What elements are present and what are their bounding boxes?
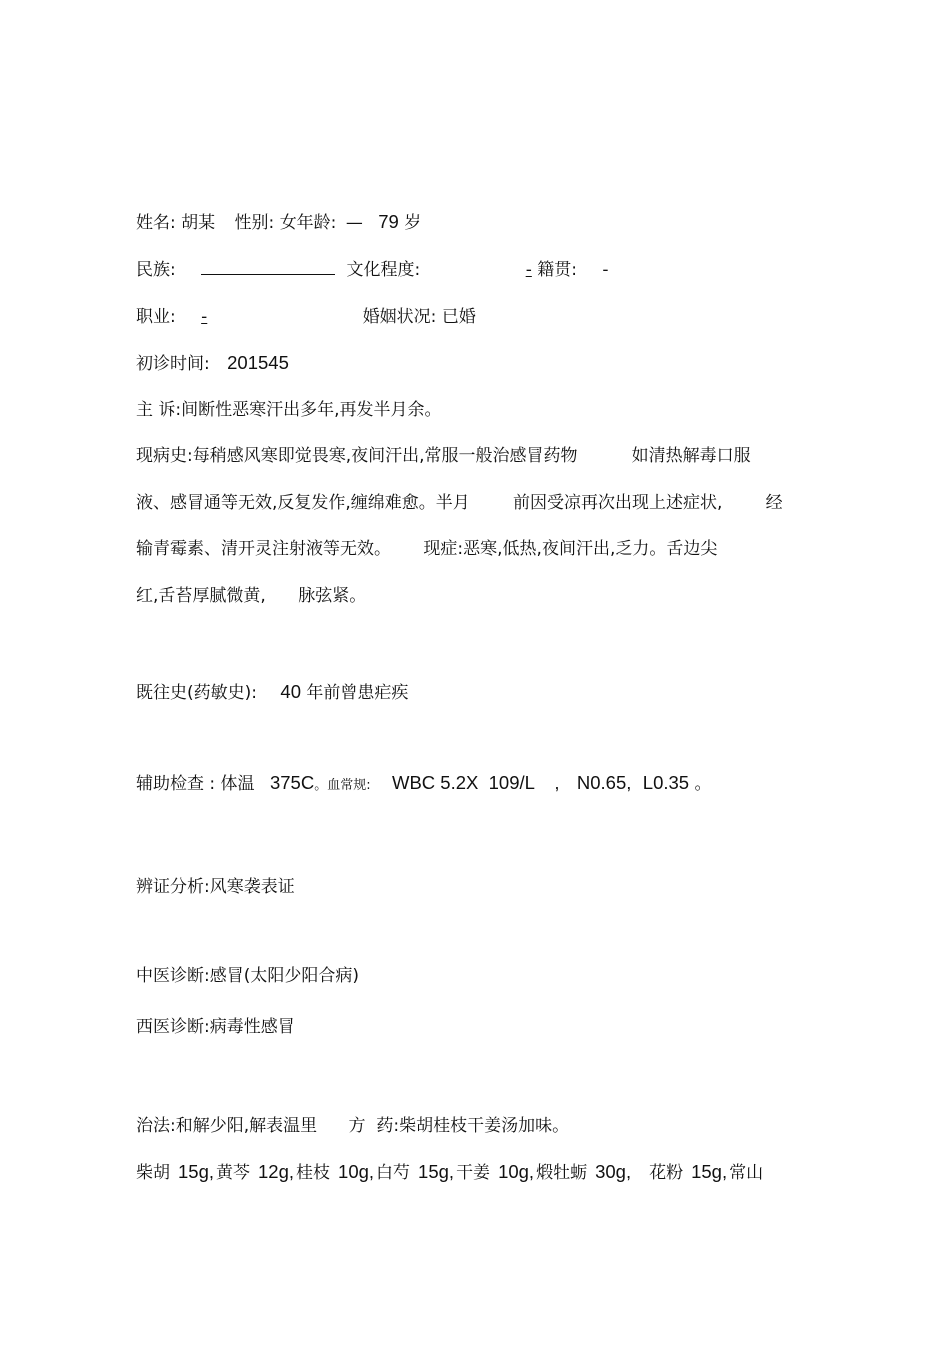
name-label: 姓名: bbox=[136, 213, 176, 233]
first-visit-value: 201545 bbox=[227, 352, 289, 373]
marital-label: 婚姻状况: bbox=[362, 307, 437, 327]
past-history-text: 年前曾患疟疾 bbox=[306, 683, 409, 703]
gender-label: 性别: bbox=[234, 213, 275, 233]
history-line-1: 现病史:每稍感风寒即觉畏寒,夜间汗出,常服一般治感冒药物 如清热解毒口服 bbox=[136, 446, 751, 466]
exam-end: 。 bbox=[694, 774, 712, 794]
herb-item bbox=[456, 1163, 534, 1183]
chief-complaint bbox=[136, 399, 442, 421]
herb-dose: 10g, bbox=[498, 1161, 535, 1182]
exam-wbc: WBC 5.2X 109/L bbox=[391, 772, 535, 793]
herb-dose: 15g, bbox=[691, 1161, 728, 1182]
name-value: 胡某 bbox=[181, 213, 216, 233]
first-visit-row bbox=[136, 352, 289, 375]
prescription-label: 方 药: bbox=[348, 1116, 400, 1136]
education-value: - bbox=[525, 260, 532, 280]
marital-value: 已婚 bbox=[441, 307, 476, 327]
western-diagnosis-value: 病毒性感冒 bbox=[209, 1017, 295, 1037]
herb-item bbox=[376, 1163, 454, 1183]
past-history-label: 既往史(药敏史): bbox=[136, 683, 257, 703]
complaint-text: 间断性恶寒汗出多年,再发半月余。 bbox=[181, 400, 442, 420]
herb-dose: 15g, bbox=[178, 1161, 215, 1182]
tcm-diagnosis bbox=[136, 965, 359, 987]
exam-lymphocyte: L0.35 bbox=[642, 772, 690, 793]
herb-dose: 30g, bbox=[595, 1161, 632, 1182]
herb-list bbox=[136, 1161, 763, 1184]
age-unit: 岁 bbox=[404, 213, 422, 233]
herb-name: 白芍 bbox=[376, 1163, 411, 1183]
treatment-method: 和解少阳,解表温里 bbox=[175, 1116, 318, 1136]
tcm-diagnosis-value: 感冒(太阳少阳合病) bbox=[209, 966, 359, 986]
history-line-3: 输青霉素、清开灵注射液等无效。 现症:恶寒,低热,夜间汗出,乏力。舌边尖 bbox=[136, 539, 718, 559]
treatment-label: 治法: bbox=[136, 1116, 176, 1136]
past-history-num: 40 bbox=[280, 681, 301, 702]
herb-item bbox=[136, 1163, 214, 1183]
differentiation-value: 风寒袭表证 bbox=[209, 877, 295, 897]
ethnicity-label: 民族: bbox=[136, 260, 176, 280]
herb-name: 黄芩 bbox=[216, 1163, 251, 1183]
complaint-label: 主 诉: bbox=[136, 400, 182, 420]
native-label: 籍贯: bbox=[537, 260, 577, 280]
past-history bbox=[136, 681, 408, 704]
ethnicity-row bbox=[136, 259, 609, 281]
exam-temp-suffix: 。血常规: bbox=[314, 778, 371, 793]
history-line-2: 液、感冒通等无效,反复发作,缠绵难愈。半月 前因受凉再次出现上述症状, 经 bbox=[136, 493, 783, 513]
occupation-value: - bbox=[201, 307, 208, 327]
herb-name: 柴胡 bbox=[136, 1163, 170, 1183]
herb-item bbox=[296, 1163, 374, 1183]
prescription-value: 柴胡桂枝干姜汤加味。 bbox=[399, 1116, 570, 1136]
auxiliary-exam bbox=[136, 772, 712, 797]
exam-temp: 375C bbox=[269, 772, 315, 793]
herb-item bbox=[216, 1163, 294, 1183]
differentiation-label: 辨证分析: bbox=[136, 877, 210, 897]
herb-name: 常山 bbox=[729, 1163, 764, 1183]
occupation-row bbox=[136, 306, 476, 328]
herb-dose: 15g, bbox=[418, 1161, 455, 1182]
herb-name: 煅牡蛎 bbox=[536, 1163, 588, 1183]
age-dash: — bbox=[345, 213, 363, 233]
herb-name: 花粉 bbox=[649, 1163, 684, 1183]
gender-value: 女年龄: bbox=[279, 213, 337, 233]
exam-sep-1: , bbox=[554, 772, 560, 793]
native-value: - bbox=[602, 260, 609, 280]
history-line-4: 红,舌苔厚腻微黄, 脉弦紧。 bbox=[136, 586, 367, 606]
herb-name: 干姜 bbox=[456, 1163, 491, 1183]
herb-item bbox=[536, 1163, 631, 1183]
western-diagnosis bbox=[136, 1016, 295, 1038]
ethnicity-blank bbox=[201, 260, 335, 275]
herb-dose: 10g, bbox=[338, 1161, 375, 1182]
exam-sep-2: , bbox=[626, 772, 632, 793]
patient-info-row bbox=[136, 211, 421, 234]
first-visit-label: 初诊时间: bbox=[136, 354, 210, 374]
exam-neutrophil: N0.65 bbox=[576, 772, 627, 793]
tcm-diagnosis-label: 中医诊断: bbox=[136, 966, 210, 986]
occupation-label: 职业: bbox=[136, 307, 176, 327]
age-value: 79 bbox=[378, 211, 399, 232]
exam-label: 辅助检查 : 体温 bbox=[136, 774, 255, 794]
herb-name: 桂枝 bbox=[296, 1163, 331, 1183]
education-label: 文化程度: bbox=[346, 260, 421, 280]
herb-item bbox=[729, 1163, 763, 1183]
western-diagnosis-label: 西医诊断: bbox=[136, 1017, 210, 1037]
treatment bbox=[136, 1115, 569, 1137]
herb-item bbox=[649, 1163, 727, 1183]
differentiation bbox=[136, 876, 295, 898]
herb-dose: 12g, bbox=[258, 1161, 295, 1182]
